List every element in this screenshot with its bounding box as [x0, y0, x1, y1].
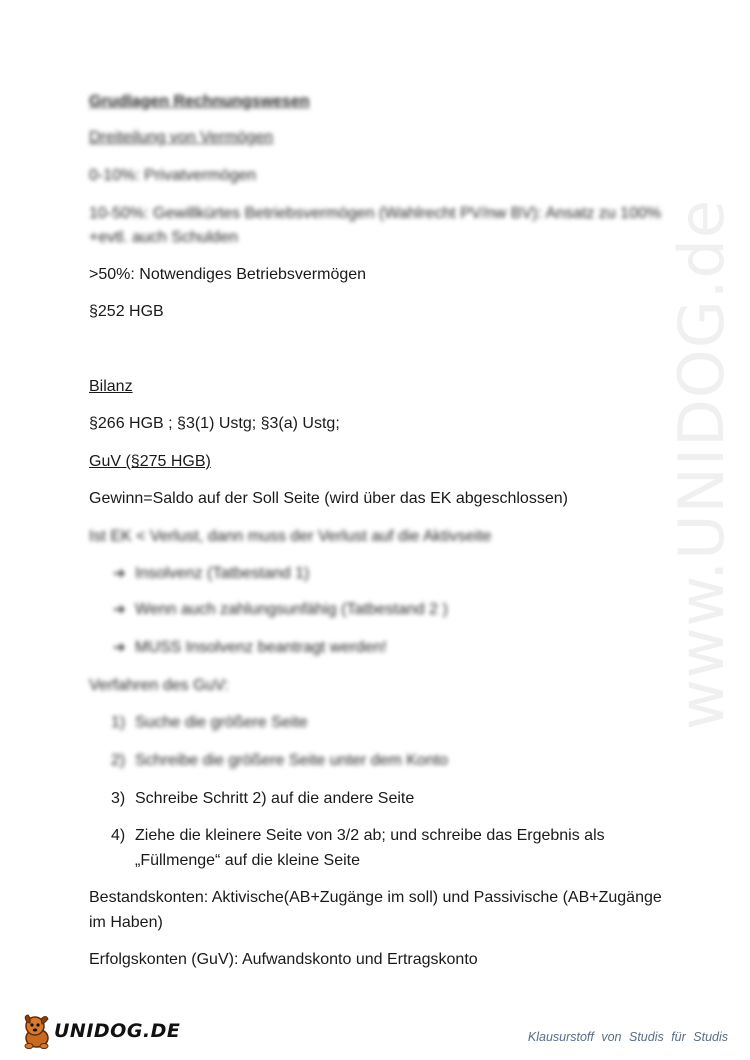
step-text-continued: „Füllmenge“ auf die kleine Seite [135, 852, 361, 869]
step-text: Suche die größere Seite [135, 714, 308, 731]
private-assets-text: 0-10%: Privatvermögen [89, 167, 257, 184]
step-number: 1) [111, 714, 126, 731]
step-text: Schreibe die größere Seite unter dem Konto [135, 752, 449, 769]
procedure-heading: Verfahren des GuV: [89, 677, 229, 694]
assets-subheading: Dreiteilung von Vermögen [89, 129, 274, 146]
arrow-icon: ➔ [113, 601, 126, 618]
unidog-logo [20, 1012, 181, 1052]
logo-text: UNIDOG.DE [54, 1020, 181, 1042]
necessary-assets-text: >50%: Notwendiges Betriebsvermögen [89, 266, 367, 283]
chosen-assets-text-1: 10-50%: Gewillkürtes Betriebsvermögen (Wahlrecht PV/nw BV): Ansatz zu 100% [89, 205, 662, 222]
bilanz-references: §266 HGB ; §3(1) Ustg; §3(a) Ustg; [89, 415, 340, 432]
watermark: www.UNIDOG.de [665, 199, 738, 730]
step-number: 2) [111, 752, 126, 769]
dog-icon [20, 1014, 54, 1050]
step-text: Ziehe die kleinere Seite von 3/2 ab; und schreibe das Ergebnis als [135, 827, 605, 844]
arrow-icon: ➔ [113, 639, 126, 656]
step-text: Schreibe Schritt 2) auf die andere Seite [135, 790, 415, 807]
erfolgskonten-text: Erfolgskonten (GuV): Aufwandskonto und Ertragskonto [89, 951, 478, 968]
arrow-item-3: MUSS Insolvenz beantragt werden! [135, 639, 387, 656]
document-heading: Grudlagen Rechnungswesen [89, 93, 310, 110]
guv-loss-intro: Ist EK < Verlust, dann muss der Verlust auf die Aktivseite [89, 528, 492, 545]
footer-tagline: Klausurstoff von Studis für Studis [527, 1030, 728, 1044]
step-number: 3) [111, 790, 126, 807]
guv-heading: GuV (§275 HGB) [89, 453, 211, 470]
step-number: 4) [111, 827, 126, 844]
arrow-icon: ➔ [113, 565, 126, 582]
bestandskonten-text-2: im Haben) [89, 914, 163, 931]
arrow-item-2: Wenn auch zahlungsunfähig (Tatbestand 2 ) [135, 601, 448, 618]
arrow-item-1: Insolvenz (Tatbestand 1) [135, 565, 310, 582]
bestandskonten-text-1: Bestandskonten: Aktivische(AB+Zugänge im soll) und Passivische (AB+Zugänge [89, 889, 662, 906]
bilanz-heading: Bilanz [89, 378, 133, 395]
chosen-assets-text-2: +evtl. auch Schulden [89, 229, 238, 246]
hgb-252-text: §252 HGB [89, 303, 164, 320]
guv-profit-text: Gewinn=Saldo auf der Soll Seite (wird über das EK abgeschlossen) [89, 490, 568, 507]
